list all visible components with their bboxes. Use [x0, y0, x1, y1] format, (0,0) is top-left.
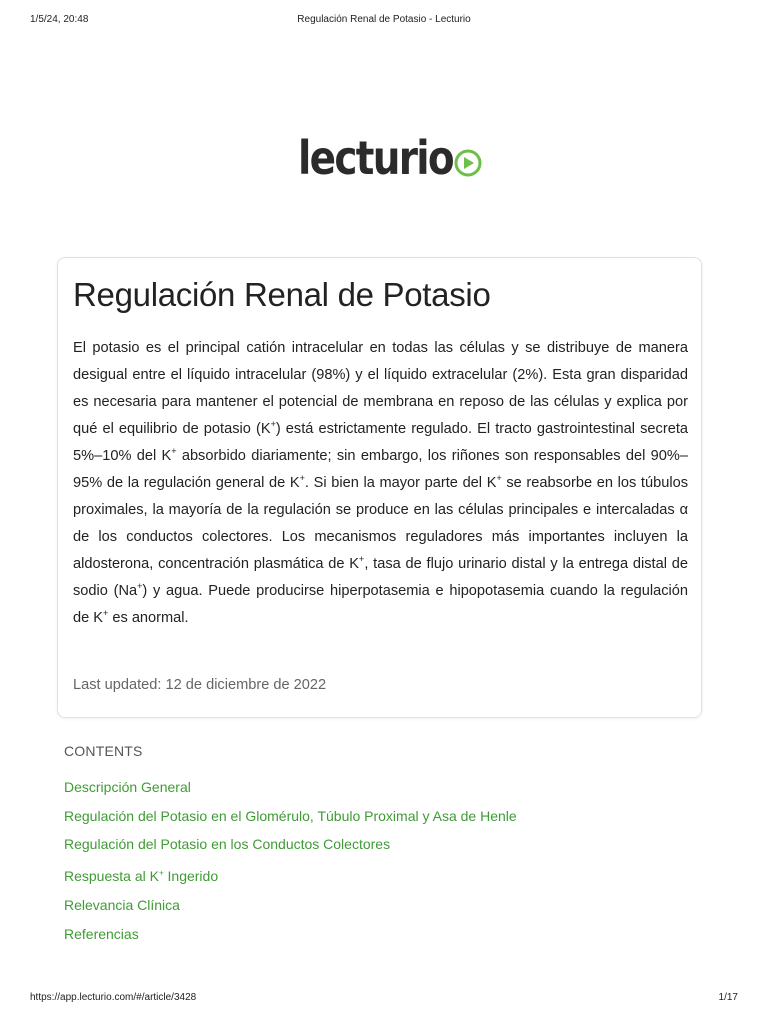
- print-date: 1/5/24, 20:48: [30, 14, 89, 25]
- intro-text: , tasa de flujo urinario distal y la entrega distal de sodio (Na: [73, 556, 688, 599]
- play-circle-icon: [456, 151, 480, 175]
- toc-link-respuesta-k-ingerido[interactable]: [64, 868, 218, 884]
- toc-link-glomerulo[interactable]: Regulación del Potasio en el Glomérulo, Túbulo Proximal y Asa de Henle: [64, 808, 517, 824]
- article-title: Regulación Renal de Potasio: [73, 276, 491, 313]
- lecturio-logo[interactable]: [298, 130, 488, 184]
- last-updated: Last updated: 12 de diciembre de 2022: [73, 677, 327, 693]
- article-summary-card: [57, 257, 702, 718]
- toc-label-part: Ingerido: [163, 868, 219, 884]
- intro-text: . Si bien la mayor parte del K: [304, 475, 497, 491]
- contents-heading: CONTENTS: [64, 743, 143, 759]
- superscript: +: [137, 581, 143, 592]
- print-footer: [30, 992, 738, 1006]
- superscript: +: [496, 473, 502, 484]
- toc-link-relevancia-clinica[interactable]: Relevancia Clínica: [64, 897, 180, 913]
- intro-text: es anormal.: [108, 610, 189, 626]
- article-intro: [73, 335, 688, 632]
- intro-text: ) y agua. Puede producirse hiperpotasemia e hipopotasemia cuando la regulación de K: [73, 583, 688, 626]
- toc-link-referencias[interactable]: Referencias: [64, 926, 139, 942]
- superscript: +: [103, 608, 109, 619]
- page-number: 1/17: [718, 992, 738, 1003]
- superscript: +: [158, 868, 164, 878]
- superscript: +: [171, 446, 177, 457]
- superscript: +: [359, 554, 365, 565]
- lecturio-logo-graphic: [298, 130, 488, 184]
- toc-link-descripcion-general[interactable]: Descripción General: [64, 779, 191, 795]
- intro-text: se reabsorbe en los túbulos proximales, la mayoría de la regulación se produce en las células principales e intercaladas α de los conductos colectores. Los mecanismos reguladores más importantes incluyen la aldosterona, concentración plasmática de K: [73, 475, 688, 572]
- toc-link-conductos-colectores[interactable]: Regulación del Potasio en los Conductos Colectores: [64, 836, 391, 852]
- logo-wordmark: lecturio: [298, 131, 454, 184]
- print-page-title: Regulación Renal de Potasio - Lecturio: [297, 14, 471, 25]
- print-header: [30, 14, 738, 28]
- intro-text: El potasio es el principal catión intracelular en todas las células y se distribuye de manera desigual entre el líquido intracelular (98%) y el líquido extracelular (2%). Esta gran disparidad es necesaria para mantener el potencial de membrana en reposo de las células y explica por qué el equilibrio de potasio (K: [73, 340, 688, 437]
- print-url: https://app.lecturio.com/#/article/3428: [30, 992, 197, 1003]
- toc-label-part: Respuesta al K: [64, 868, 159, 884]
- intro-text: absorbido diariamente; sin embargo, los riñones son responsables del 90%–95% de la regulación general de K: [73, 448, 688, 491]
- superscript: +: [270, 419, 276, 430]
- intro-text: ) está estrictamente regulado. El tracto gastrointestinal secreta 5%–10% del K: [73, 421, 688, 464]
- superscript: +: [299, 473, 305, 484]
